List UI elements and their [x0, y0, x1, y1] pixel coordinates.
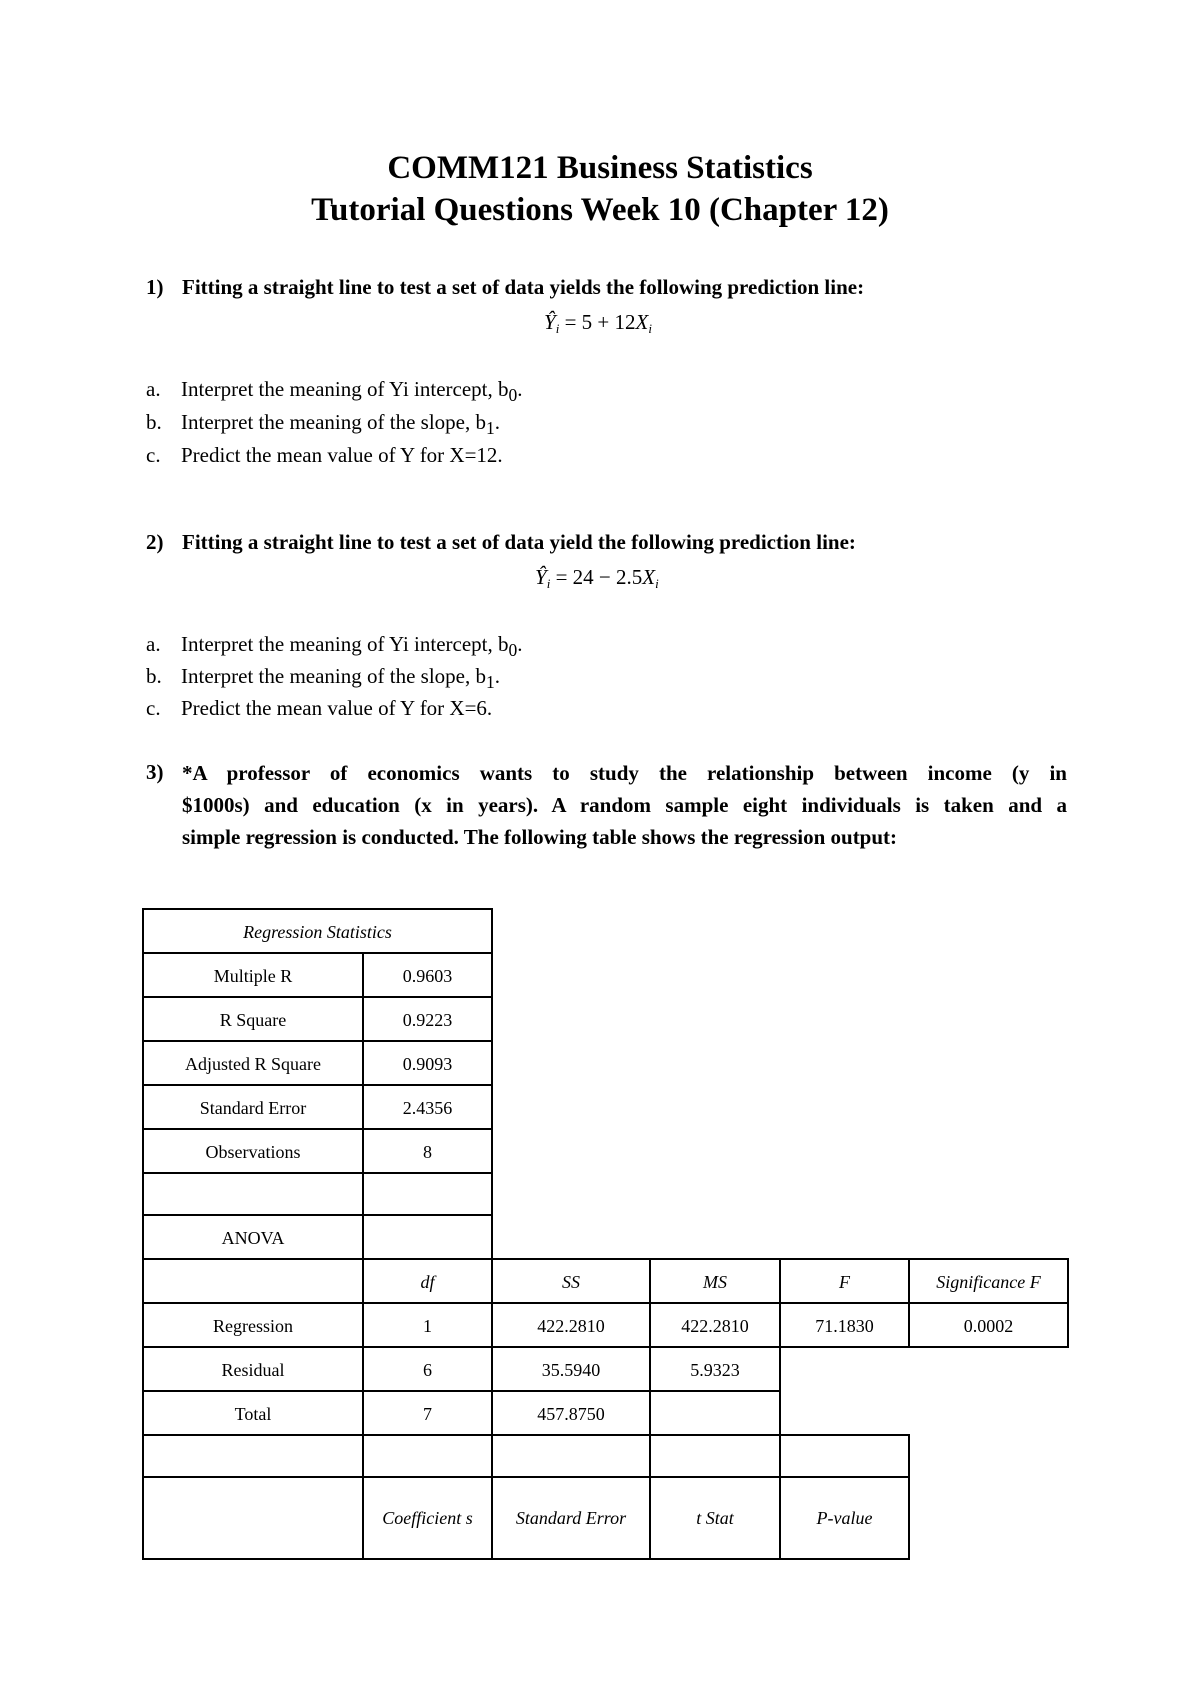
regression-output-table — [142, 908, 1069, 1560]
question-1-equation: $Ŷ_i = 5 + 12X_i$ — [544, 310, 652, 336]
anova-significance-f: 0.0002 — [909, 1303, 1068, 1347]
stats-row — [143, 1085, 1068, 1129]
stats-label: R Square — [143, 997, 363, 1041]
anova-row-label: Residual — [143, 1347, 363, 1391]
stats-label: Standard Error — [143, 1085, 363, 1129]
anova-label-row — [143, 1215, 1068, 1259]
stats-value: 0.9093 — [363, 1041, 492, 1085]
coefficients-header-row — [143, 1477, 1068, 1559]
anova-ss: 457.8750 — [492, 1391, 650, 1435]
stats-value: 0.9603 — [363, 953, 492, 997]
anova-f: 71.1830 — [780, 1303, 909, 1347]
stats-label: Observations — [143, 1129, 363, 1173]
anova-row-label: Total — [143, 1391, 363, 1435]
question-2-equation: $Ŷ_i = 24 - 2.5X_i$ — [535, 565, 659, 591]
stats-row — [143, 1041, 1068, 1085]
anova-row-label: Regression — [143, 1303, 363, 1347]
regression-statistics-header: Regression Statistics — [143, 909, 492, 953]
anova-df: 6 — [363, 1347, 492, 1391]
anova-label: ANOVA — [143, 1215, 363, 1259]
stats-row — [143, 1129, 1068, 1173]
anova-ss: 35.5940 — [492, 1347, 650, 1391]
stats-label: Multiple R — [143, 953, 363, 997]
title-line-2: Tutorial Questions Week 10 (Chapter 12) — [311, 192, 889, 228]
anova-df: 7 — [363, 1391, 492, 1435]
title-line-1: COMM121 Business Statistics — [387, 150, 813, 186]
stats-row — [143, 953, 1068, 997]
anova-ms: 5.9323 — [650, 1347, 780, 1391]
anova-row-residual — [143, 1347, 1068, 1391]
stats-value: 8 — [363, 1129, 492, 1173]
spacer-row — [143, 1173, 1068, 1215]
coef-header-coefficients: Coefficient s — [363, 1477, 492, 1559]
anova-header-ss: SS — [492, 1259, 650, 1303]
anova-ss: 422.2810 — [492, 1303, 650, 1347]
anova-header-significance-f: Significance F — [909, 1259, 1068, 1303]
regression-statistics-header-row — [143, 909, 1068, 953]
stats-value: 0.9223 — [363, 997, 492, 1041]
anova-ms: 422.2810 — [650, 1303, 780, 1347]
anova-header-row — [143, 1259, 1068, 1303]
coef-header-standard-error: Standard Error — [492, 1477, 650, 1559]
anova-header-df: df — [363, 1259, 492, 1303]
coef-header-p-value: P-value — [780, 1477, 909, 1559]
question-1-text: Fitting a straight line to test a set of data yields the following prediction line: — [182, 275, 865, 299]
spacer-row — [143, 1435, 1068, 1477]
question-1-number: 1) — [146, 275, 164, 299]
question-2-number: 2) — [146, 530, 164, 554]
anova-row-total — [143, 1391, 1068, 1435]
question-3-text: *A professor of economics wants to study the relationship between income (y in $1000s) and education (x in years). A random sample eight individuals is taken and a simple regression is conducted. The following table shows the regression output: — [182, 761, 1067, 849]
stats-row — [143, 997, 1068, 1041]
anova-header-f: F — [780, 1259, 909, 1303]
stats-label: Adjusted R Square — [143, 1041, 363, 1085]
anova-header-ms: MS — [650, 1259, 780, 1303]
anova-row-regression — [143, 1303, 1068, 1347]
question-2-text: Fitting a straight line to test a set of data yield the following prediction line: — [182, 530, 856, 554]
coef-header-t-stat: t Stat — [650, 1477, 780, 1559]
anova-df: 1 — [363, 1303, 492, 1347]
question-3-number: 3) — [146, 760, 164, 784]
stats-value: 2.4356 — [363, 1085, 492, 1129]
